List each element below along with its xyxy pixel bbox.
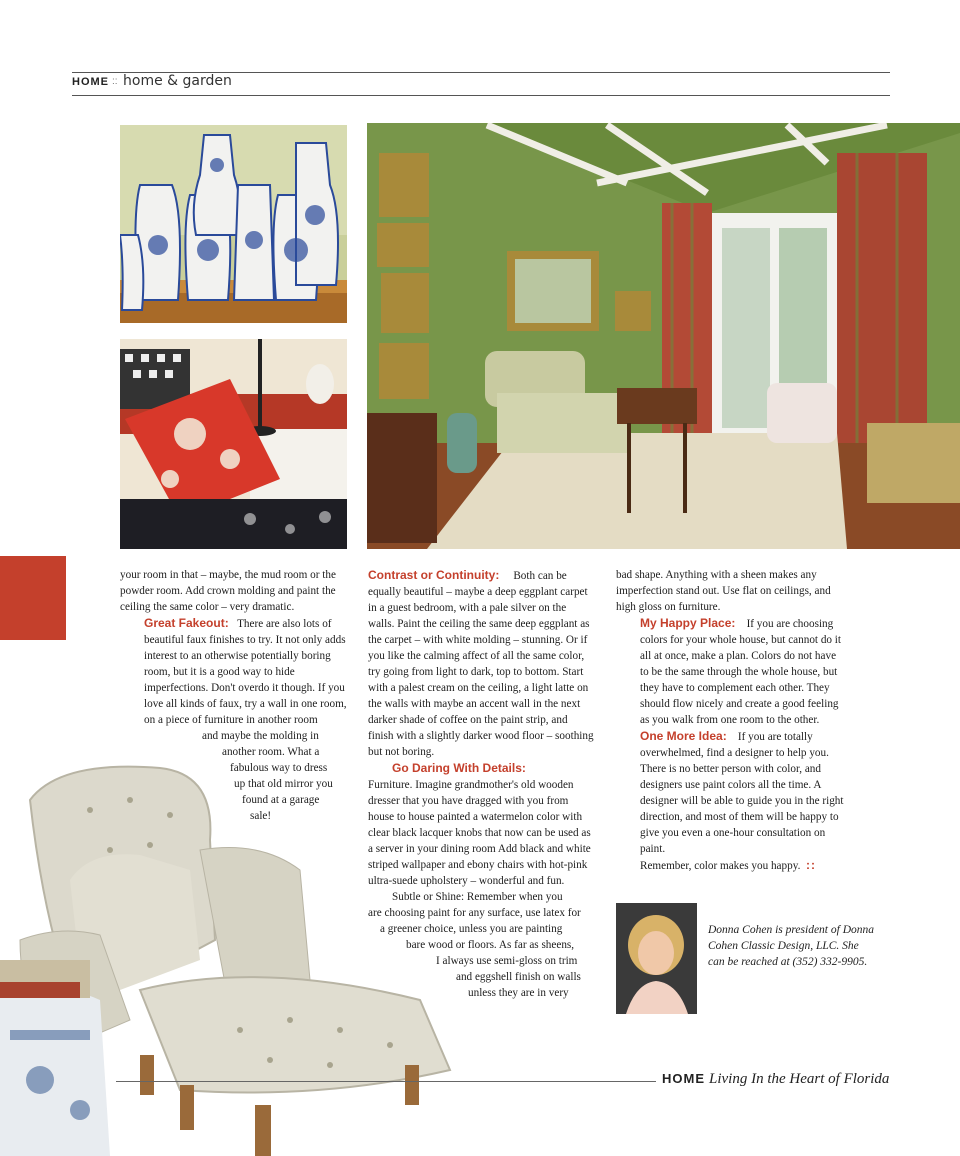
col1-paragraph: your room in that – maybe, the mud room or the powder room. Add crown molding and paint the ceiling the same color – very dramatic.: [120, 569, 336, 613]
col2-wrap-line: and eggshell finish on walls: [456, 971, 581, 983]
author-bio: Donna Cohen is president of Donna Cohen Classic Design, LLC. She can be reached at (352) 332-9905.: [708, 924, 874, 968]
end-mark: ::: [805, 858, 816, 872]
page-header: [72, 72, 890, 96]
col3-paragraph: If you are choosing colors for your whole house, but cannot do it all at once, make a plan. Colors do not have to be the same through the whole house, but they have to complement each other. They should flow nicely and create a good feeling as you walk from one room to the other.: [640, 618, 842, 726]
col2-wrap-line: bare wood or floors. As far as sheens,: [406, 939, 575, 951]
subhead-go-daring: Go Daring With Details:: [392, 761, 526, 775]
subhead-one-more-idea: One More Idea:: [640, 729, 727, 743]
col1-wrap-line: fabulous way to dress: [230, 762, 328, 774]
col3-paragraph: If you are totally overwhelmed, find a designer to help you. There is no better person with color, and designers use paint colors all the time. A designer will be able to guide you in the right direction, and most of them will be happy to give you even a one-hour consultation on paint.: [640, 731, 844, 855]
col3-closing: Remember, color makes you happy.: [640, 860, 801, 872]
photo-porcelain-vases: [120, 125, 347, 323]
col2-wrap-line: I always use semi-gloss on trim: [436, 955, 578, 967]
photo-red-pillow: [120, 339, 347, 549]
col1-wrap-line: found at a garage: [242, 794, 320, 806]
col3-paragraph: bad shape. Anything with a sheen makes any imperfection stand out. Use flat on ceilings, and high gloss on furniture.: [616, 569, 831, 613]
photo-green-living-room: [367, 123, 960, 549]
col2-wrap-line: a greener choice, unless you are painting: [380, 923, 563, 935]
subhead-great-fakeout: Great Fakeout:: [144, 616, 229, 630]
page-footer: [662, 1070, 889, 1088]
col1-wrap-line: up that old mirror you: [234, 778, 333, 790]
subhead-my-happy-place: My Happy Place:: [640, 616, 736, 630]
col2-wrap-line: unless they are in very: [468, 987, 569, 999]
footer-brand: HOME: [662, 1071, 705, 1086]
article-column-3: [616, 567, 846, 874]
subhead-contrast-continuity: Contrast or Continuity:: [368, 568, 500, 582]
header-section: home & garden: [123, 73, 232, 89]
col1-paragraph: There are also lots of beautiful faux finishes to try. It not only adds interest to an otherwise potentially boring room, but it is a good way to hide imperfections. Don't overdo it though. If you love all kinds of faux, try a wall in one room, on a piece of furniture in another room: [144, 618, 347, 726]
col1-wrap-line: sale!: [250, 810, 272, 822]
col2-wrap-line: are choosing paint for any surface, use latex for: [368, 907, 581, 919]
photo-tufted-chair-ottoman: [0, 760, 460, 1156]
col1-wrap-line: another room. What a: [222, 746, 320, 758]
col2-paragraph: Furniture. Imagine grandmother's old wooden dresser that you have dragged with you from house to house painted a watermelon color with clear black lacquer knobs that now can be used as a server in your dining room Add black and white striped wallpaper and ebony chairs with hot-pink ultra-suede upholstery – wonderful and fun.: [368, 779, 591, 887]
author-photo: [616, 903, 697, 1014]
header-separator: ::: [112, 76, 118, 87]
section-color-tab: [0, 556, 66, 640]
header-brand: HOME: [72, 76, 109, 88]
col1-wrap-line: and maybe the molding in: [202, 730, 319, 742]
footer-tagline: Living In the Heart of Florida: [709, 1071, 890, 1087]
col2-wrap-line: Subtle or Shine: Remember when you: [392, 891, 563, 903]
footer-rule: [116, 1081, 656, 1082]
col2-paragraph: Both can be equally beautiful – maybe a deep eggplant carpet in a guest bedroom, with a pale silver on the walls. Paint the ceiling the same deep eggplant as the carpet – with white molding – stunning. Or if you like the calming affect of all the same color, try going from light to dark, top to bottom. Start with a palest cream on the ceiling, a light latte on the walls with maybe an accent wall in the next darker shade of coffee on the paint strip, and finish with a slightly darker wood floor – soothing but not boring.: [368, 570, 594, 758]
